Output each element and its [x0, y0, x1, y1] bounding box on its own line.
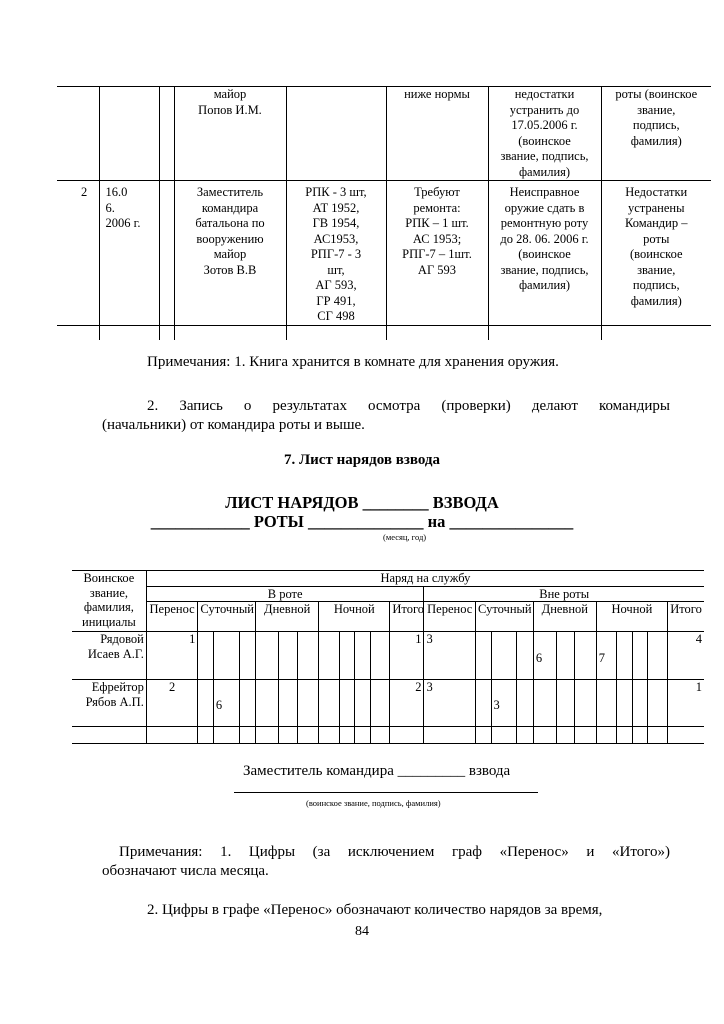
subheader-night: Ночной [319, 602, 390, 632]
table-cell: РПК - 3 шт, АТ 1952, ГВ 1954, АС1953, РПГ-7 - 3 шт, АГ 593, ГР 491, СГ 498 [286, 181, 386, 326]
table-cell: Требуют ремонта: РПК – 1 шт. АС 1953; РПГ-7 – 1шт. АГ 593 [386, 181, 488, 326]
inspection-table [57, 86, 711, 340]
cell-out-transfer: 3 [424, 632, 476, 680]
cell-out-total: 1 [668, 680, 704, 727]
table-row [72, 727, 704, 744]
subheader-daily: Суточный [198, 602, 256, 632]
section-title: 7. Лист нарядов взвода [283, 452, 441, 468]
subheader-transfer: Перенос [424, 602, 476, 632]
cell-in-transfer: 2 [146, 680, 198, 727]
header-duty: Наряд на службу [146, 571, 704, 587]
table-cell: 2 [57, 181, 99, 326]
duty-roster-table [72, 570, 704, 744]
cell-in-transfer: 1 [146, 632, 198, 680]
form-title-line-1: ЛИСТ НАРЯДОВ ________ ВЗВОДА [225, 493, 499, 512]
column-header-person: Воинское звание, фамилия, инициалы [72, 571, 146, 632]
subheader-day: Дневной [256, 602, 319, 632]
cell-in-total: 1 [390, 632, 424, 680]
note-3-line-1: Примечания: 1. Цифры (за исключением граф «Перенос» и «Итого») [119, 844, 670, 860]
table-cell: майор Попов И.М. [174, 87, 286, 181]
table-cell: роты (воинское звание, подпись, фамилия) [601, 87, 711, 181]
table-cell: Заместитель командира батальона по вооружению майор Зотов В.В [174, 181, 286, 326]
subheader-transfer: Перенос [146, 602, 198, 632]
cell-out-daily: 3 [491, 680, 517, 727]
note-1: Примечания: 1. Книга хранится в комнате для хранения оружия. [147, 354, 559, 370]
note-4: 2. Цифры в графе «Перенос» обозначают количество нарядов за время, [147, 902, 603, 918]
table-row [57, 181, 711, 326]
signature-underline [234, 792, 538, 793]
note-2-line-2: (начальники) от командира роты и выше. [102, 417, 365, 433]
cell-in-total: 2 [390, 680, 424, 727]
page-number: 84 [355, 924, 369, 939]
subheader-daily: Суточный [476, 602, 534, 632]
subheader-total: Итого [390, 602, 424, 632]
table-header-row [72, 571, 704, 587]
header-out-company: Вне роты [424, 586, 704, 602]
table-cell: ниже нормы [386, 87, 488, 181]
cell-in-daily: 6 [213, 680, 239, 727]
table-cell: Недостатки устранены Командир – роты (воинское звание, подпись, фамилия) [601, 181, 711, 326]
table-cell: недостатки устранить до 17.05.2006 г. (воинское звание, подпись, фамилия) [488, 87, 601, 181]
signature-line: Заместитель командира _________ взвода [243, 763, 511, 779]
header-in-company: В роте [146, 586, 424, 602]
person-name: Рядовой Исаев А.Г. [72, 632, 146, 680]
person-name: Ефрейтор Рябов А.П. [72, 680, 146, 727]
table-row [57, 87, 711, 181]
table-header-row [72, 586, 704, 602]
form-title-line-2: ____________ РОТЫ ______________ на _______________ [150, 512, 574, 531]
subheader-night: Ночной [596, 602, 667, 632]
table-row [57, 325, 711, 340]
subheader-total: Итого [668, 602, 704, 632]
cell-out-night: 7 [596, 632, 617, 680]
cell-out-day: 6 [533, 632, 556, 680]
note-3-line-2: обозначают числа месяца. [102, 863, 269, 879]
table-header-row [72, 602, 704, 632]
table-row [72, 632, 704, 680]
note-2-line-1: 2. Запись о результатах осмотра (проверки) делают командиры [147, 398, 670, 414]
signature-hint: (воинское звание, подпись, фамилия) [306, 798, 441, 808]
table-cell: 16.0 6. 2006 г. [99, 181, 159, 326]
cell-out-transfer: 3 [424, 680, 476, 727]
table-row [72, 680, 704, 727]
subheader-day: Дневной [533, 602, 596, 632]
form-hint: (месяц, год) [383, 532, 427, 542]
table-cell: Неисправное оружие сдать в ремонтную роту до 28. 06. 2006 г. (воинское звание, подпись, фамилия) [488, 181, 601, 326]
cell-out-total: 4 [668, 632, 704, 680]
